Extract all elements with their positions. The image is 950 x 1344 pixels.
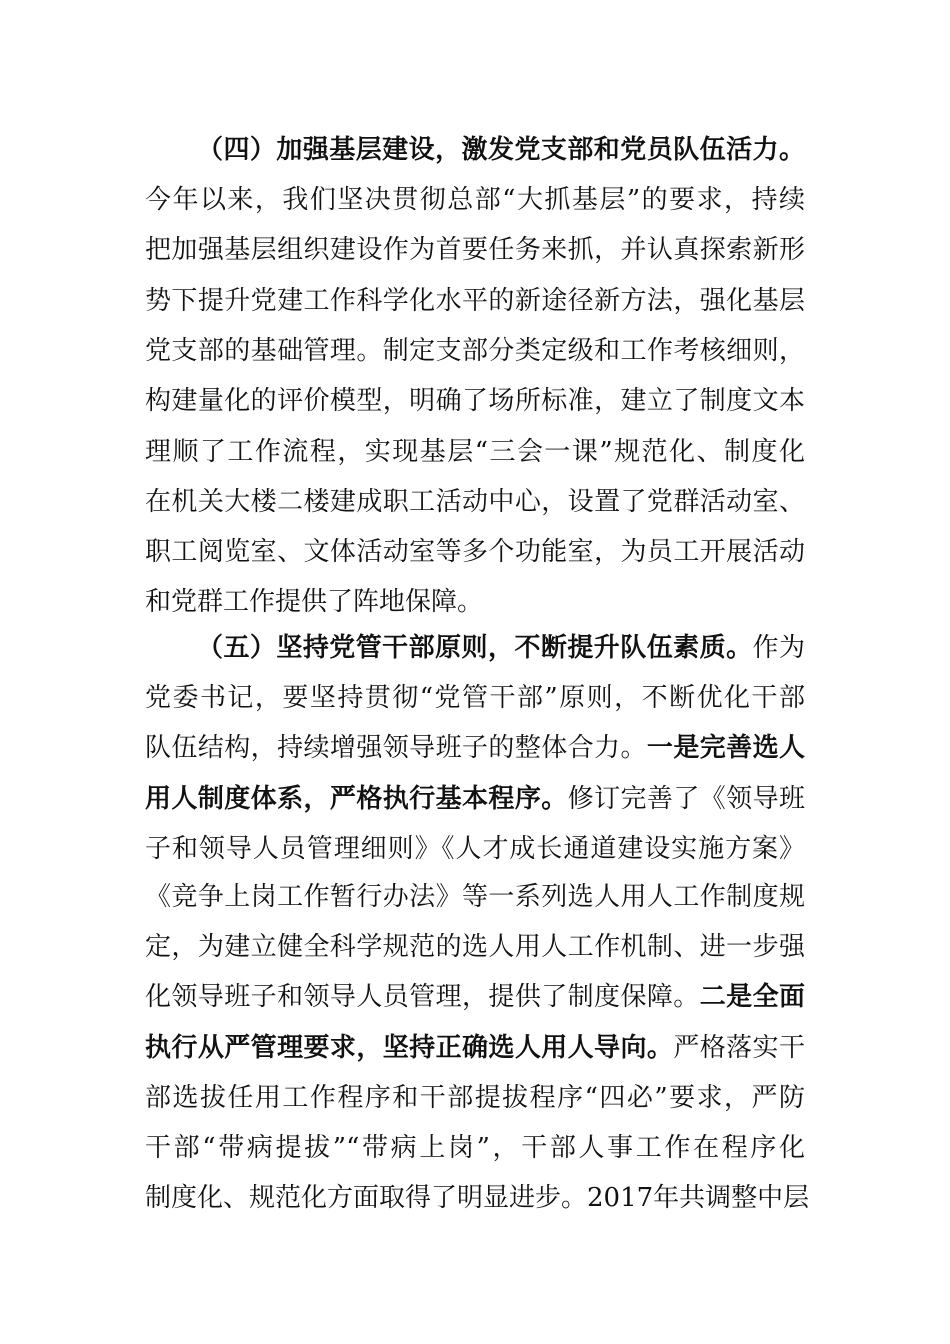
document-line xyxy=(145,728,805,768)
bold-text-run: （五）坚持党管干部原则，不断提升队伍素质。 xyxy=(197,633,753,663)
text-run: 部选拔任用工作程序和干部提拔程序“四必”要求，严防 xyxy=(145,1083,805,1113)
text-run: 理顺了工作流程，实现基层“三会一课”规范化、制度化 xyxy=(145,437,805,467)
document-line xyxy=(145,1028,805,1068)
document-line xyxy=(145,180,805,220)
text-run: 定，为建立健全科学规范的选人用人工作机制、进一步强 xyxy=(145,932,805,962)
bold-text-run: 用人制度体系，严格执行基本程序。 xyxy=(145,784,568,814)
document-line xyxy=(145,281,805,321)
document-line xyxy=(145,678,805,718)
text-run: 严格落实干 xyxy=(673,1033,805,1063)
text-run: 修订完善了《领导班 xyxy=(567,784,805,814)
text-run: 化领导班子和领导人员管理，提供了制度保障。 xyxy=(145,982,700,1012)
document-line xyxy=(145,230,805,270)
text-run: 《竞争上岗工作暂行办法》等一系列选人用人工作制度规 xyxy=(145,882,805,912)
document-line xyxy=(145,1128,805,1168)
text-run: 构建量化的评价模型，明确了场所标准，建立了制度文本 xyxy=(145,386,805,416)
text-run: 把加强基层组织建设作为首要任务来抓，并认真探索新形 xyxy=(145,235,805,265)
text-run: 和党群工作提供了阵地保障。 xyxy=(145,587,484,617)
bold-text-run: 执行从严管理要求，坚持正确选人用人导向。 xyxy=(145,1033,674,1063)
text-run: 作为 xyxy=(752,633,805,663)
text-run: 职工阅览室、文体活动室等多个功能室，为员工开展活动 xyxy=(145,537,805,567)
document-line xyxy=(145,381,805,421)
text-run: 势下提升党建工作科学化水平的新途径新方法，强化基层 xyxy=(145,286,805,316)
document-line xyxy=(145,1178,810,1218)
document-line xyxy=(197,130,805,170)
bold-text-run: 二是全面 xyxy=(699,982,805,1012)
bold-text-run: 一是完善选人 xyxy=(646,733,805,763)
text-run: 党委书记，要坚持贯彻“党管干部”原则，不断优化干部 xyxy=(145,683,805,713)
document-line xyxy=(145,779,805,819)
text-run: 制度化、规范化方面取得了明显进步。2017年共调整中层 xyxy=(145,1183,810,1213)
text-run: 在机关大楼二楼建成职工活动中心，设置了党群活动室、 xyxy=(145,487,805,517)
document-line xyxy=(145,532,805,572)
text-run: 干部“带病提拔”“带病上岗”，干部人事工作在程序化 xyxy=(145,1133,805,1163)
document-line xyxy=(145,582,805,622)
bold-text-run: （四）加强基层建设，激发党支部和党员队伍活力。 xyxy=(197,135,805,165)
document-line xyxy=(145,482,805,522)
document-line xyxy=(145,331,805,371)
document-line xyxy=(145,1078,805,1118)
document-line xyxy=(197,628,805,668)
text-run: 子和领导人员管理细则》《人才成长通道建设实施方案》 xyxy=(145,834,805,864)
text-run: 今年以来，我们坚决贯彻总部“大抓基层”的要求，持续 xyxy=(145,185,805,215)
document-line xyxy=(145,829,805,869)
text-run: 党支部的基础管理。制定支部分类定级和工作考核细则， xyxy=(145,336,805,366)
text-run: 队伍结构，持续增强领导班子的整体合力。 xyxy=(145,733,647,763)
document-line xyxy=(145,877,805,917)
document-line xyxy=(145,432,805,472)
document-line xyxy=(145,927,805,967)
document-line xyxy=(145,977,805,1017)
